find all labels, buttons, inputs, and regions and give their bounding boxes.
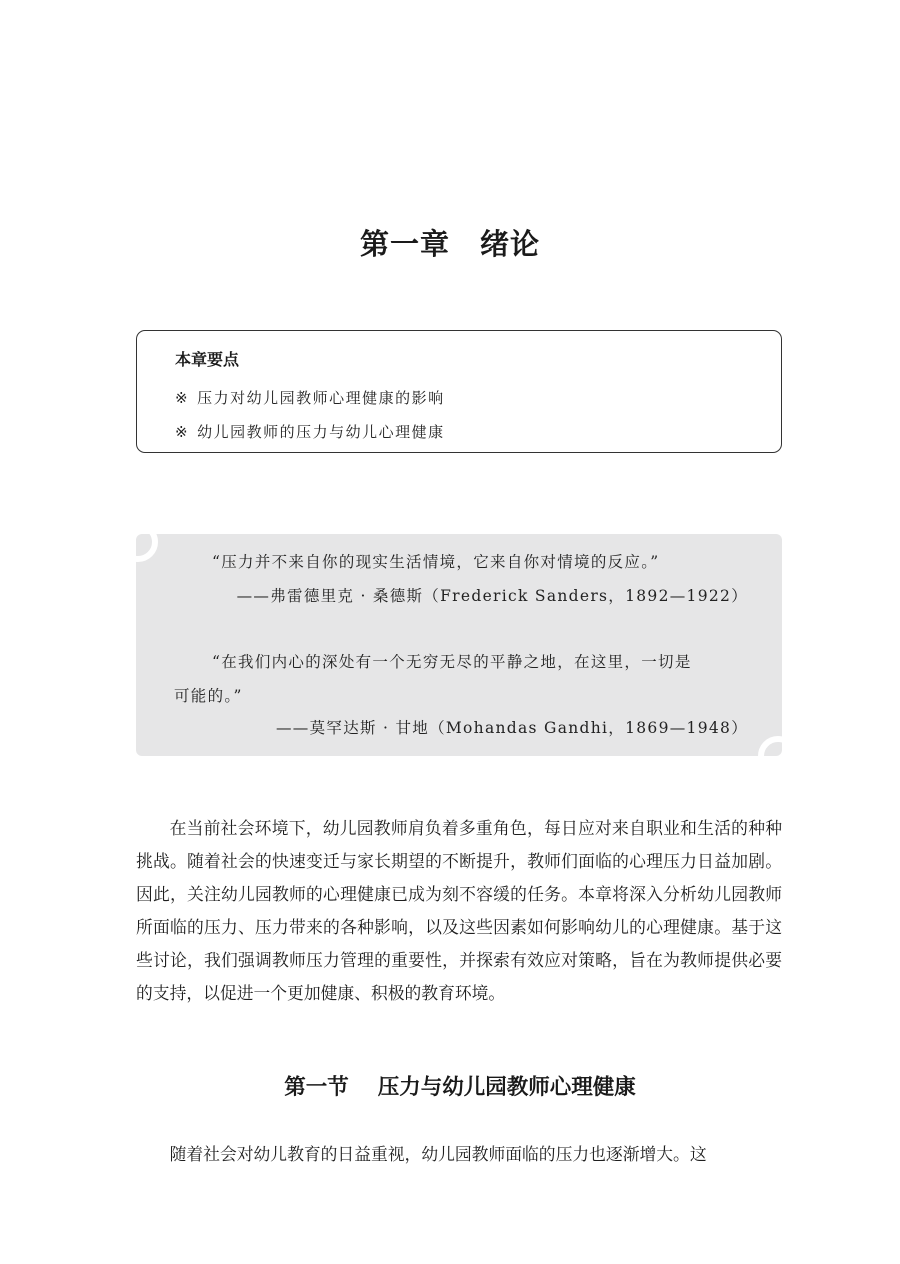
quote-attribution: ——弗雷德里克 · 桑德斯（Frederick Sanders，1892—1922） xyxy=(236,587,748,605)
quote-text: “压力并不来自你的现实生活情境，它来自你对情境的反应。” xyxy=(212,553,660,571)
quote-attribution: ——莫罕达斯 · 甘地（Mohandas Gandhi，1869—1948） xyxy=(276,719,748,737)
decorative-ring-icon xyxy=(136,534,158,562)
key-point-text: 压力对幼儿园教师心理健康的影响 xyxy=(197,389,445,407)
quote-text-continued: 可能的。” xyxy=(174,687,243,705)
reference-mark: ※ xyxy=(175,389,190,407)
key-point-text: 幼儿园教师的压力与幼儿心理健康 xyxy=(197,423,445,441)
section-title: 第一节 压力与幼儿园教师心理健康 xyxy=(284,1075,636,1100)
key-points-heading: 本章要点 xyxy=(175,350,240,369)
section-paragraph: 随着社会对幼儿教育的日益重视，幼儿园教师面临的压力也逐渐增大。这 xyxy=(169,1144,707,1164)
key-point-item xyxy=(175,421,445,442)
reference-mark: ※ xyxy=(175,423,190,441)
key-points-box xyxy=(136,330,782,453)
intro-paragraph: 在当前社会环境下，幼儿园教师肩负着多重角色，每日应对来自职业和生活的种种挑战。随着社会的快速变迁与家长期望的不断提升，教师们面临的心理压力日益加剧。因此，关注幼儿园教师的心理健康已成为刻不容缓的任务。本章将深入分析幼儿园教师所面临的压力、压力带来的各种影响，以及这些因素如何影响幼儿的心理健康。基于这些讨论，我们强调教师压力管理的重要性，并探索有效应对策略，旨在为教师提供必要的支持，以促进一个更加健康、积极的教育环境。 xyxy=(136,818,782,1003)
chapter-title: 第一章 绪论 xyxy=(359,227,540,261)
quote-box xyxy=(136,534,782,756)
quote-text: “在我们内心的深处有一个无穷无尽的平静之地，在这里，一切是 xyxy=(212,653,692,671)
decorative-ring-icon xyxy=(758,736,782,756)
key-point-item xyxy=(175,387,445,408)
